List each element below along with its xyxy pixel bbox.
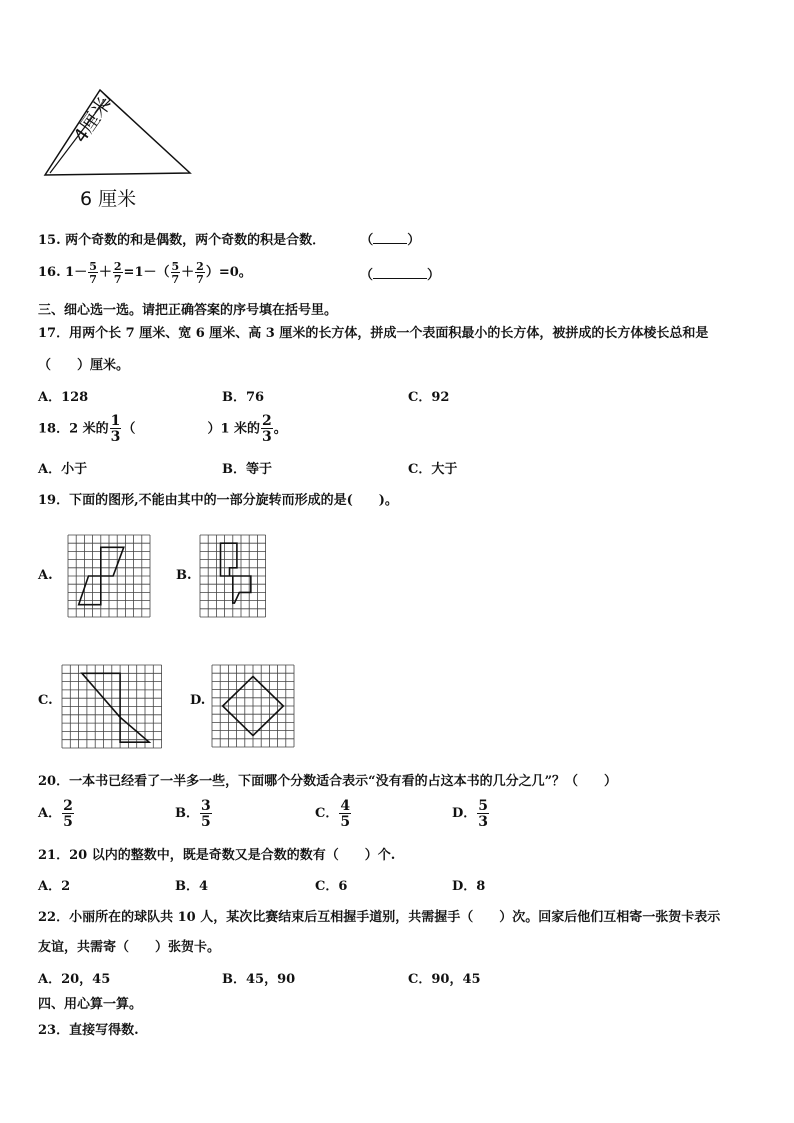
q16-answer	[360, 264, 440, 283]
q18-option-a[interactable]: A．小于	[38, 462, 88, 477]
q16-one: 1	[65, 265, 75, 280]
q20-option-a[interactable]: A． $\frac{2}{5}$	[38, 797, 73, 830]
q21-option-b[interactable]: B．4	[175, 879, 209, 894]
q18-paren-left: （	[122, 421, 136, 437]
q17-option-a[interactable]: A．128	[38, 390, 89, 405]
question-15	[38, 229, 420, 248]
q18-middle: ）1 米的	[207, 421, 261, 437]
q17-option-b[interactable]: B．76	[222, 390, 265, 405]
triangle-side-label: 4厘米	[69, 93, 117, 147]
q16-minus: －	[74, 265, 88, 280]
q15-answer-blank[interactable]	[373, 231, 407, 244]
q19-grid-d[interactable]	[212, 665, 294, 751]
q19-label-d[interactable]: D.	[190, 693, 206, 708]
q16-plus-2: ＋	[181, 265, 195, 280]
q20-option-c[interactable]: C． $\frac{4}{5}$	[315, 797, 351, 830]
q15-paren-right: ）	[407, 233, 421, 248]
q21-option-d[interactable]: D．8	[452, 879, 486, 894]
q20-text: 20．一本书已经看了一半多一些，下面哪个分数适合表示“没有看的占这本书的几分之几”？（ ）	[38, 774, 618, 789]
q22-line-1: 22．小丽所在的球队共 10 人，某次比赛结束后互相握手道别，共需握手（ ）次。回家后他们互相寄一张贺卡表示	[38, 910, 721, 925]
q16-fraction-1: $\frac{5}{7}$	[89, 259, 97, 286]
question-18	[38, 414, 287, 445]
q21-option-c[interactable]: C．6	[315, 879, 348, 894]
q23-text: 23．直接写得数.	[38, 1023, 139, 1038]
q19-text: 19．下面的图形,不能由其中的一部分旋转而形成的是( )。	[38, 493, 398, 508]
q19-grid-b[interactable]	[200, 535, 268, 621]
q22-option-b[interactable]: B．45，90	[222, 972, 296, 987]
q16-paren-left: （	[360, 268, 374, 283]
q22-option-a[interactable]: A．20，45	[38, 972, 111, 987]
q19-label-b[interactable]: B.	[176, 568, 192, 583]
q18-prefix: 18．2 米的	[38, 421, 109, 437]
q15-text: 两个奇数的和是偶数，两个奇数的积是合数．	[65, 233, 326, 248]
q19-label-a[interactable]: A.	[38, 568, 53, 583]
q16-fraction-2: $\frac{2}{7}$	[113, 259, 122, 286]
q16-tail: ）=0。	[205, 265, 252, 280]
q19-label-c[interactable]: C.	[38, 693, 53, 708]
q15-paren-left: （	[360, 233, 374, 248]
q16-number: 16.	[38, 265, 61, 280]
q16-fraction-3: $\frac{5}{7}$	[171, 259, 180, 286]
q18-tail: 。	[273, 421, 287, 437]
question-16	[38, 258, 252, 288]
q20-option-b[interactable]: B． $\frac{3}{5}$	[175, 797, 211, 830]
q16-answer-blank[interactable]	[373, 266, 427, 279]
triangle-figure	[40, 85, 200, 180]
q21-option-a[interactable]: A．2	[38, 879, 71, 894]
q18-fraction-2: $\frac{2}{3}$	[262, 413, 272, 445]
q18-option-b[interactable]: B．等于	[222, 462, 272, 477]
q18-fraction-1: $\frac{1}{3}$	[110, 413, 121, 445]
q16-fraction-4: $\frac{2}{7}$	[196, 259, 204, 286]
shape-b	[221, 543, 251, 603]
q22-line-2: 友谊，共需寄（ ）张贺卡。	[38, 940, 221, 955]
q21-text: 21．20 以内的整数中，既是奇数又是合数的数有（ ）个.	[38, 848, 396, 863]
section-3-heading: 三、细心选一选。请把正确答案的序号填在括号里。	[38, 303, 338, 318]
q16-plus: ＋	[98, 265, 112, 280]
q17-line-2: （ ）厘米。	[38, 358, 130, 373]
triangle-base-label: 6 厘米	[80, 188, 137, 210]
q16-paren-right: ）	[427, 268, 441, 283]
section-4-heading: 四、用心算一算。	[38, 997, 143, 1012]
q22-option-c[interactable]: C．90，45	[408, 972, 481, 987]
q17-line-1: 17．用两个长 7 厘米、宽 6 厘米、高 3 厘米的长方体，拼成一个表面积最小的长方体，被拼成的长方体棱长总和是	[38, 326, 709, 341]
q20-option-d[interactable]: D． $\frac{5}{3}$	[452, 797, 489, 830]
q17-option-c[interactable]: C．92	[408, 390, 450, 405]
q19-grid-c[interactable]	[62, 665, 162, 751]
q19-grid-a[interactable]	[68, 535, 150, 621]
q16-equals: =1－（	[123, 265, 170, 280]
q15-number: 15.	[38, 233, 61, 248]
shape-c	[82, 673, 149, 742]
q18-option-c[interactable]: C．大于	[408, 462, 458, 477]
